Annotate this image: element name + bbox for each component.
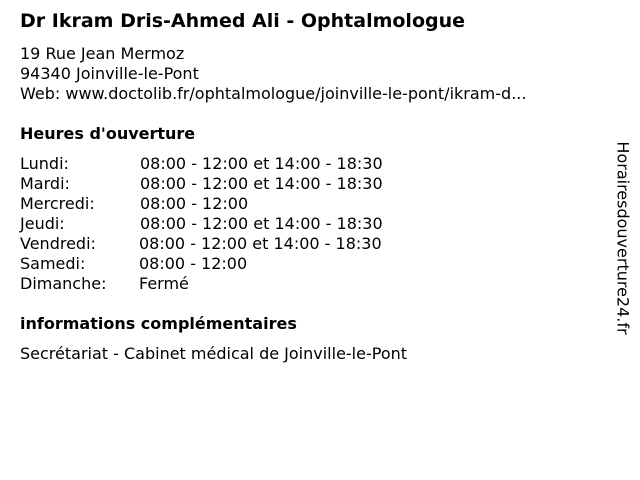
hours-day: Dimanche: bbox=[20, 274, 107, 293]
hours-time: 08:00 - 12:00 bbox=[139, 254, 248, 273]
info-text: Secrétariat - Cabinet médical de Joinville-le-Pont bbox=[20, 344, 408, 363]
hours-time: 08:00 - 12:00 et 14:00 - 18:30 bbox=[140, 214, 383, 233]
hours-day: Mercredi: bbox=[20, 194, 95, 213]
hours-time: 08:00 - 12:00 et 14:00 - 18:30 bbox=[139, 234, 382, 253]
page-title: Dr Ikram Dris-Ahmed Ali - Ophtalmologue bbox=[20, 10, 466, 32]
hours-day: Mardi: bbox=[20, 174, 70, 193]
hours-day: Samedi: bbox=[20, 254, 86, 273]
address-block bbox=[20, 44, 526, 104]
hours-time: 08:00 - 12:00 et 14:00 - 18:30 bbox=[140, 154, 383, 173]
address-street: 19 Rue Jean Mermoz bbox=[20, 44, 185, 63]
address-city: 94340 Joinville-le-Pont bbox=[20, 64, 199, 83]
hours-time: 08:00 - 12:00 bbox=[140, 194, 249, 213]
hours-time: 08:00 - 12:00 et 14:00 - 18:30 bbox=[140, 174, 383, 193]
site-watermark: Horairesdouverture24.fr bbox=[613, 141, 633, 335]
hours-day: Vendredi: bbox=[20, 234, 96, 253]
hours-time: Fermé bbox=[139, 274, 189, 293]
info-heading: informations complémentaires bbox=[20, 314, 297, 333]
hours-heading: Heures d'ouverture bbox=[20, 124, 196, 143]
hours-day: Lundi: bbox=[20, 154, 69, 173]
hours-day: Jeudi: bbox=[20, 214, 65, 233]
address-web: Web: www.doctolib.fr/ophtalmologue/joinville-le-pont/ikram-d... bbox=[20, 84, 527, 103]
